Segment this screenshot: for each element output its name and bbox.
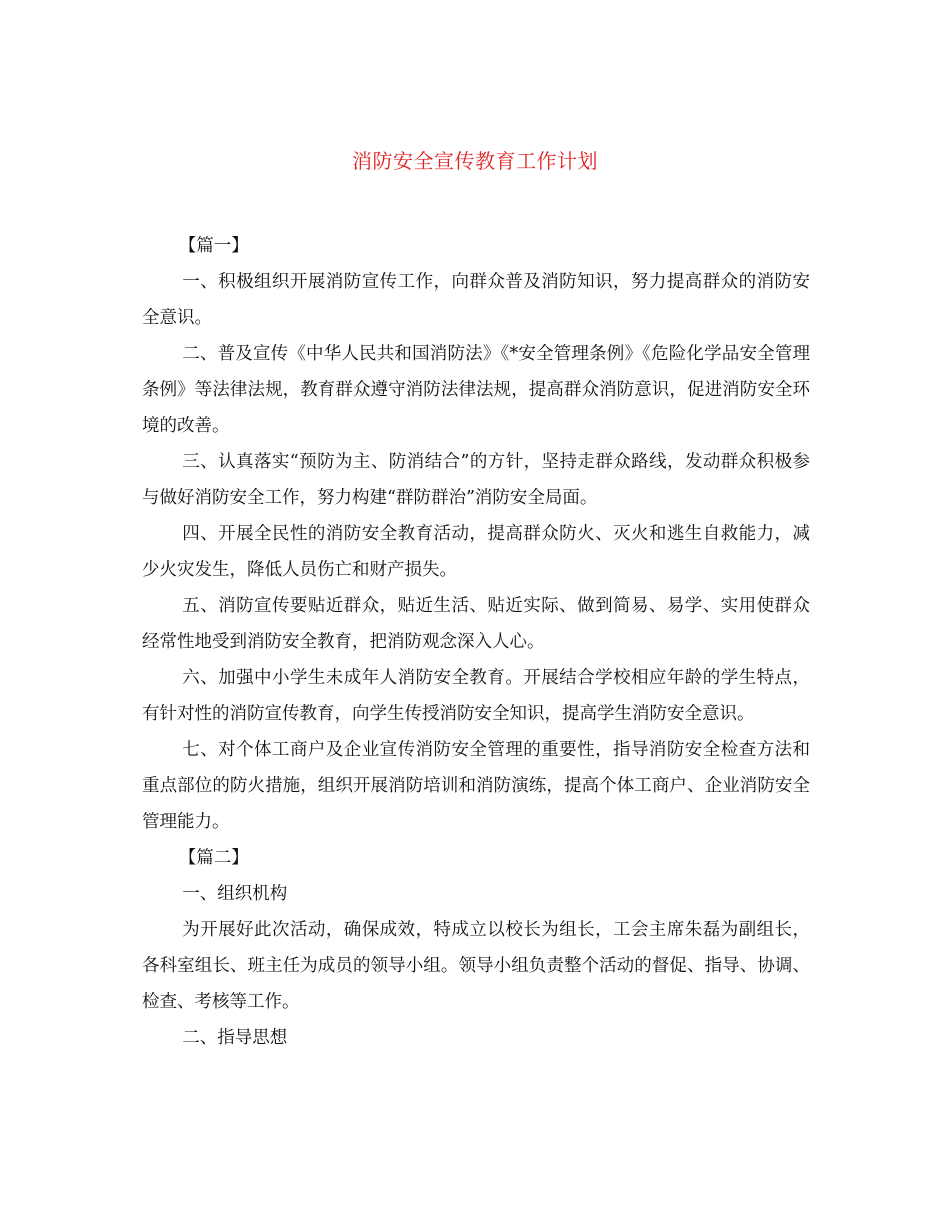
document-title: 消防安全宣传教育工作计划 [352, 149, 598, 173]
part1-paragraph-7: 七、对个体工商户及企业宣传消防安全管理的重要性，指导消防安全检查方法和重点部位的防火措施，组织开展消防培训和消防演练，提高个体工商户、企业消防安全管理能力。 [142, 740, 810, 832]
part2-subheading-organization: 一、组织机构 [182, 884, 288, 904]
part1-paragraph-5: 五、消防宣传要贴近群众，贴近生活、贴近实际、做到简易、易学、实用使群众经常性地受到消防安全教育，把消防观念深入人心。 [142, 596, 810, 652]
part1-paragraph-6: 六、加强中小学生未成年人消防安全教育。开展结合学校相应年龄的学生特点，有针对性的消防宣传教育，向学生传授消防安全知识，提高学生消防安全意识。 [142, 668, 810, 724]
part2-paragraph-1: 为开展好此次活动，确保成效，特成立以校长为组长，工会主席朱磊为副组长，各科室组长、班主任为成员的领导小组。领导小组负责整个活动的督促、指导、协调、检查、考核等工作。 [142, 920, 810, 1012]
part1-paragraph-2: 二、普及宣传《中华人民共和国消防法》《*安全管理条例》《危险化学品安全管理条例》等法律法规，教育群众遵守消防法律法规，提高群众消防意识，促进消防安全环境的改善。 [142, 344, 810, 436]
part1-paragraph-4: 四、开展全民性的消防安全教育活动，提高群众防火、灭火和逃生自救能力，减少火灾发生，降低人员伤亡和财产损失。 [142, 524, 810, 580]
part1-heading: 【篇一】 [178, 236, 249, 256]
part1-paragraph-3: 三、认真落实“预防为主、防消结合”的方针，坚持走群众路线，发动群众积极参与做好消防安全工作，努力构建“群防群治”消防安全局面。 [142, 452, 810, 508]
part1-paragraph-1: 一、积极组织开展消防宣传工作，向群众普及消防知识，努力提高群众的消防安全意识。 [142, 272, 810, 328]
document-body [142, 228, 810, 1056]
part2-subheading-guiding-ideology: 二、指导思想 [182, 1028, 288, 1048]
part2-heading: 【篇二】 [178, 848, 249, 868]
